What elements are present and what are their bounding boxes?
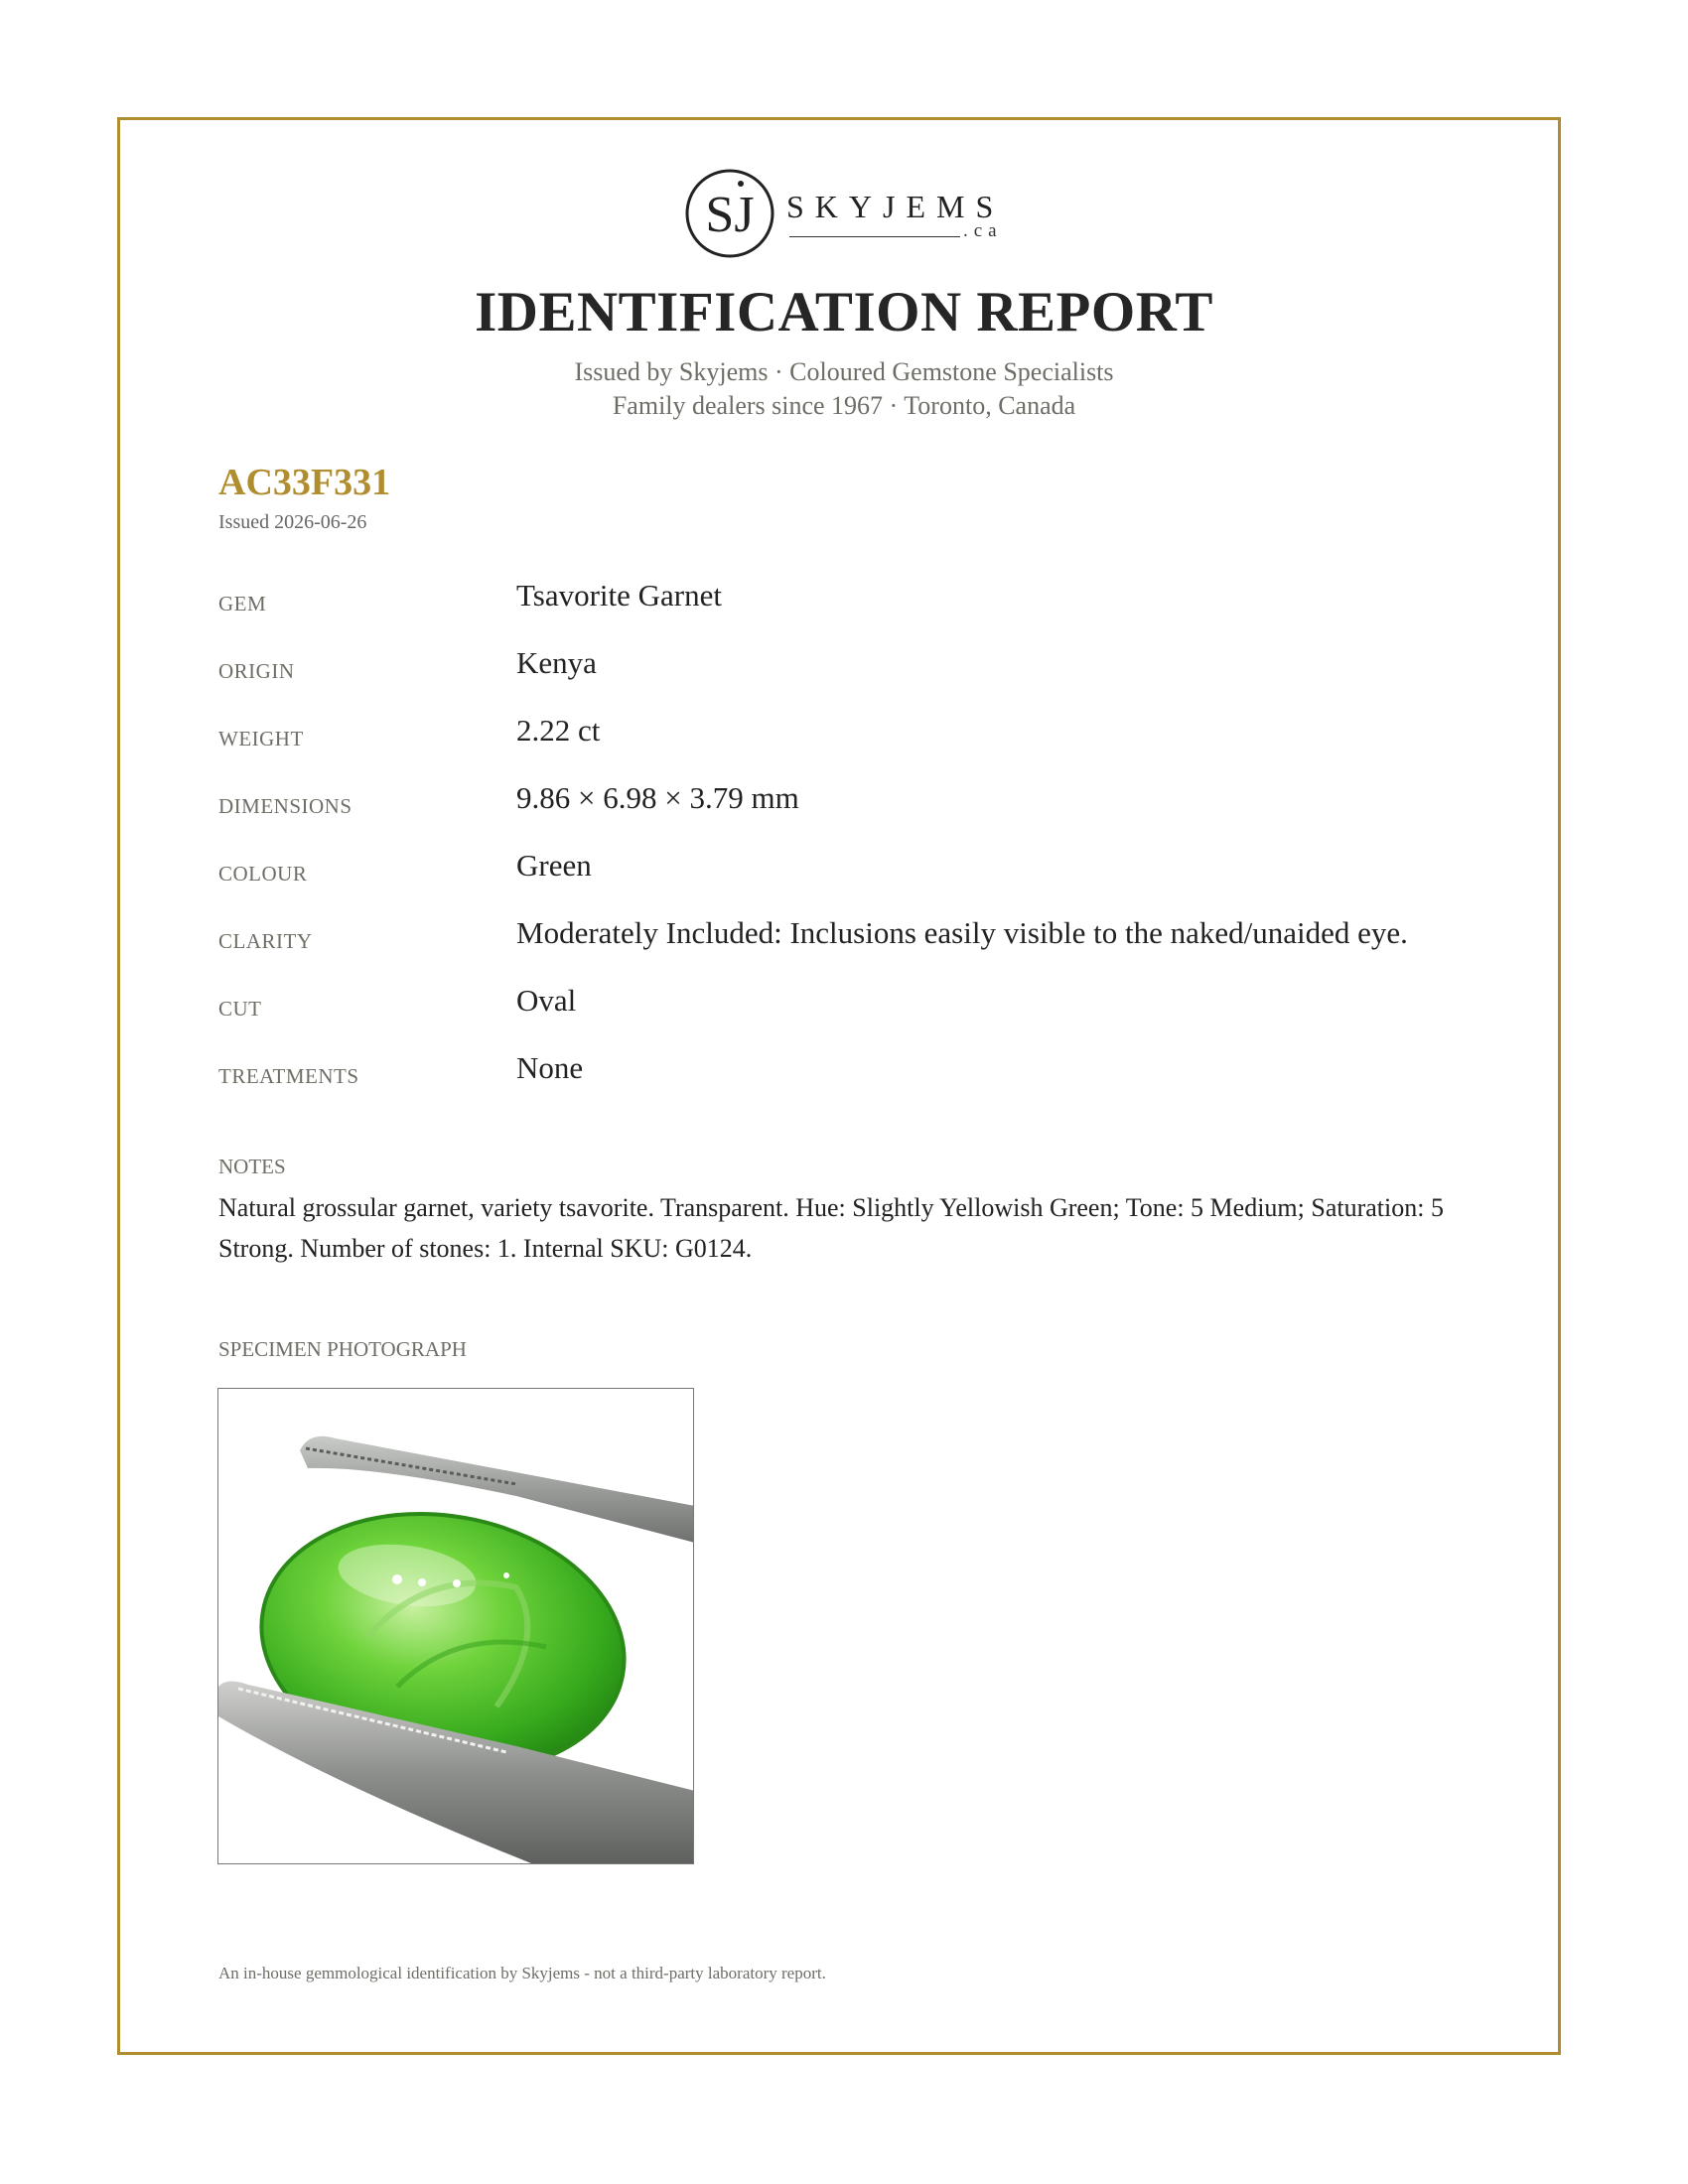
detail-value: None xyxy=(516,1050,584,1085)
svg-text:SJ: SJ xyxy=(705,187,755,243)
detail-row-treatments xyxy=(218,1050,1509,1090)
dealer-line: Family dealers since 1967 · Toronto, Canada xyxy=(612,391,1076,420)
issuer-line: Issued by Skyjems · Coloured Gemstone Specialists xyxy=(574,357,1114,386)
detail-row-origin xyxy=(218,645,1509,685)
detail-label: CLARITY xyxy=(218,929,313,953)
detail-value: 2.22 ct xyxy=(516,713,601,748)
gem-in-tweezers-image xyxy=(218,1389,694,1864)
detail-row-weight xyxy=(218,713,1509,752)
detail-label: GEM xyxy=(218,592,267,615)
report-id: AC33F331 xyxy=(218,462,391,503)
detail-label: CUT xyxy=(218,997,262,1021)
photo-heading: SPECIMEN PHOTOGRAPH xyxy=(218,1337,467,1361)
notes-heading: NOTES xyxy=(218,1155,286,1178)
issue-date: Issued 2026-06-26 xyxy=(218,511,367,533)
detail-row-clarity xyxy=(218,915,1509,955)
disclaimer: An in-house gemmological identification by Skyjems - not a third-party laboratory report. xyxy=(218,1964,826,1982)
detail-row-cut xyxy=(218,983,1509,1023)
detail-value: Tsavorite Garnet xyxy=(516,578,722,613)
detail-value: Moderately Included: Inclusions easily visible to the naked/unaided eye. xyxy=(516,915,1408,950)
detail-value: Kenya xyxy=(516,645,597,680)
detail-row-colour xyxy=(218,848,1509,887)
brand-underline xyxy=(789,236,960,237)
notes-text: Natural grossular garnet, variety tsavorite. Transparent. Hue: Slightly Yellowish Green; Tone: 5 Medium; Saturation: 5 Strong. Number of stones: 1. Internal SKU: G0124. xyxy=(218,1193,1444,1263)
brand-domain: .ca xyxy=(963,220,1003,241)
brand-name: SKYJEMS xyxy=(786,189,1005,224)
detail-row-gem xyxy=(218,578,1509,617)
detail-value: Oval xyxy=(516,983,577,1018)
specimen-photo xyxy=(217,1388,694,1864)
detail-row-dimensions xyxy=(218,780,1509,820)
report-title: IDENTIFICATION REPORT xyxy=(475,281,1213,343)
detail-label: WEIGHT xyxy=(218,727,304,751)
detail-label: TREATMENTS xyxy=(218,1064,359,1088)
detail-label: COLOUR xyxy=(218,862,308,886)
detail-label: DIMENSIONS xyxy=(218,794,352,818)
detail-label: ORIGIN xyxy=(218,659,295,683)
detail-value: 9.86 × 6.98 × 3.79 mm xyxy=(516,780,799,815)
detail-value: Green xyxy=(516,848,592,883)
